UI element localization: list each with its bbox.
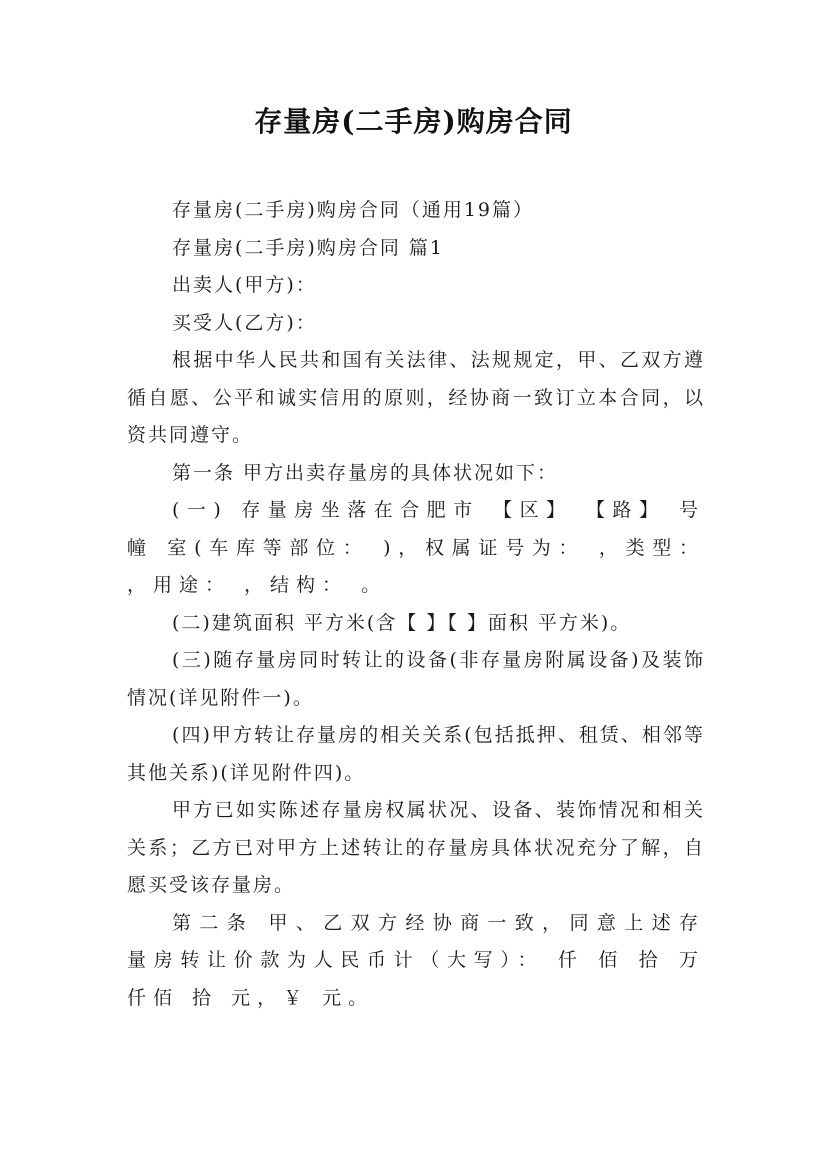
paragraph-article-2: 第二条 甲、乙双方经协商一致，同意上述存量房转让价款为人民币计（大写）： 仟 佰 拾 万 仟佰 拾 元，￥ 元。 xyxy=(127,911,705,1009)
paragraph-clause-1-4: (四)甲方转让存量房的相关关系(包括抵押、租赁、相邻等其他关系)(详见附件四)。 xyxy=(127,724,705,784)
document-body xyxy=(127,192,705,1017)
document-title: 存量房(二手房)购房合同 xyxy=(254,105,573,138)
paragraph-clause-1-2: (二)建筑面积 平方米(含【 】【 】面积 平方米)。 xyxy=(172,611,632,634)
paragraph-seller: 出卖人(甲方)： xyxy=(172,274,317,296)
paragraph-seller-statement: 甲方已如实陈述存量房权属状况、设备、装饰情况和相关关系；乙方已对甲方上述转让的存量房具体状况充分了解，自愿买受该存量房。 xyxy=(127,799,705,896)
paragraph-buyer: 买受人(乙方)： xyxy=(172,311,317,334)
paragraph-section-heading: 存量房(二手房)购房合同 篇1 xyxy=(172,236,444,259)
paragraph-clause-1-1: (一) 存量房坐落在合肥市 【区】 【路】 号 幢 室(车库等部位： )，权属证号为： ，类型： ，用途： ，结构： 。 xyxy=(127,499,705,596)
paragraph-article-1: 第一条 甲方出卖存量房的具体状况如下： xyxy=(172,461,559,484)
paragraph-preamble: 根据中华人民共和国有关法律、法规规定，甲、乙双方遵循自愿、公平和诚实信用的原则，经协商一致订立本合同，以资共同遵守。 xyxy=(127,349,705,446)
paragraph-clause-1-3: (三)随存量房同时转让的设备(非存量房附属设备)及装饰情况(详见附件一)。 xyxy=(127,649,705,709)
paragraph-subtitle: 存量房(二手房)购房合同（通用19篇） xyxy=(172,199,535,221)
